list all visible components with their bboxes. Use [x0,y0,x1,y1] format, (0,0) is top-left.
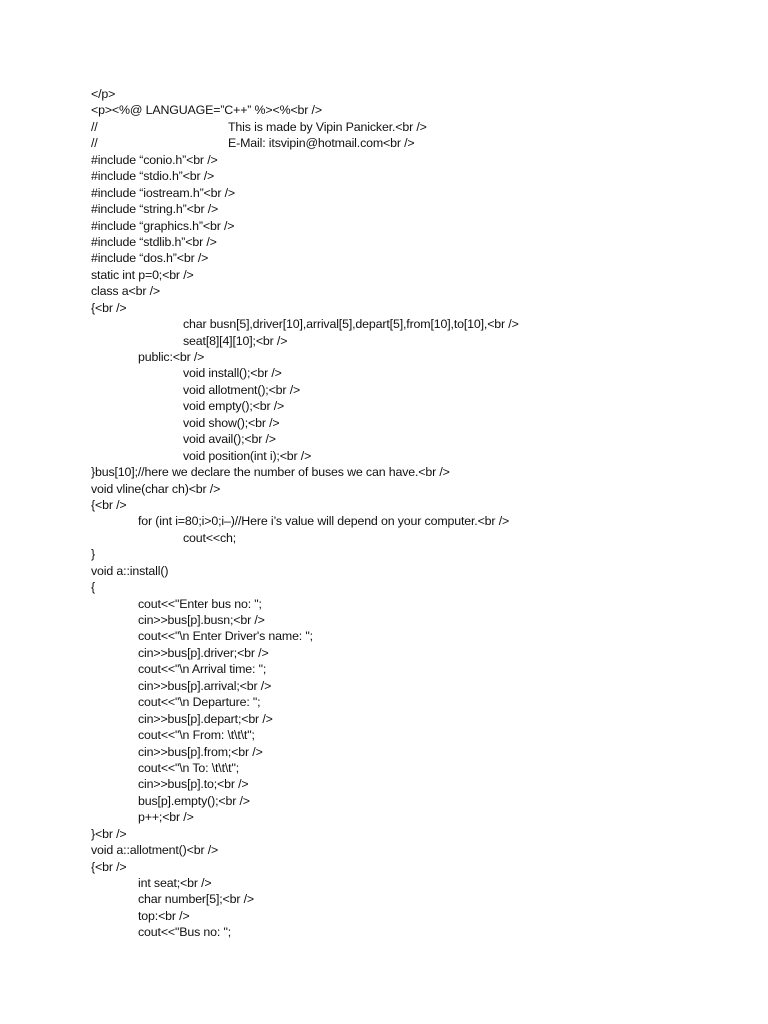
code-line [91,497,751,513]
code-line [91,661,751,677]
code-line-text: cout<<"\n Enter Driver's name: "; [138,629,313,644]
code-line [91,546,751,562]
code-line-text: void vline(char ch)<br /> [91,481,221,496]
code-line [91,300,751,316]
code-line [91,168,751,184]
code-line-text: // [91,119,98,134]
code-line-text: {<br /> [91,859,127,874]
code-line [91,678,751,694]
code-line-text: #include “string.h”<br /> [91,202,219,217]
code-line-text: #include “stdio.h”<br /> [91,169,215,184]
code-line [91,809,751,825]
code-line-text: void install();<br /> [183,366,282,381]
code-line-text: {<br /> [91,300,127,315]
code-line-text: }bus[10];//here we declare the number of buses we can have.<br /> [91,465,450,480]
code-line [91,744,751,760]
code-line [91,924,751,940]
code-line-text: cin>>bus[p].to;<br /> [138,777,249,792]
code-line-text: </p> [91,87,116,101]
code-line [91,596,751,612]
code-line-text: } [91,547,95,562]
code-line-text: void a::install() [91,563,169,578]
code-line-comment: E-Mail: itsvipin@hotmail.com<br /> [228,136,415,151]
code-line [91,316,751,332]
code-line-text: void avail();<br /> [183,432,276,447]
code-line [91,135,751,151]
code-line-text: #include “iostream.h”<br /> [91,185,236,200]
code-line-text: char number[5];<br /> [138,892,255,907]
code-line [91,579,751,595]
code-line-text: void a::allotment()<br /> [91,843,219,858]
code-line-text: top:<br /> [138,908,190,923]
code-line-text: cin>>bus[p].busn;<br /> [138,613,265,627]
code-line-text: static int p=0;<br /> [91,267,194,282]
code-line [91,283,751,299]
code-line [91,448,751,464]
code-line-text: void position(int i);<br /> [183,448,312,463]
code-line [91,102,751,118]
code-line-text: cin>>bus[p].from;<br /> [138,744,263,759]
code-line [91,481,751,497]
code-line [91,891,751,907]
code-line [91,152,751,168]
code-line [91,727,751,743]
code-line-text: char busn[5],driver[10],arrival[5],depart[5],from[10],to[10],<br /> [183,317,519,332]
code-line [91,349,751,365]
code-line [91,218,751,234]
code-line-text: <p><%@ LANGUAGE=”C++” %><%<br /> [91,103,322,118]
code-line-text: class a<br /> [91,284,160,299]
code-line-text: int seat;<br /> [138,876,212,890]
code-line [91,908,751,924]
code-line-text: cout<<"\n To: \t\t\t"; [138,760,240,775]
code-line-text: cout<<"\n Arrival time: "; [138,662,267,677]
code-line-text: {<br /> [91,497,127,512]
code-line [91,612,751,628]
code-line-text: cin>>bus[p].depart;<br /> [138,711,273,726]
code-line [91,628,751,644]
code-line [91,333,751,349]
code-line [91,201,751,217]
code-line [91,694,751,710]
code-line [91,250,751,266]
code-line [91,365,751,381]
code-line [91,267,751,283]
code-line [91,793,751,809]
code-line [91,875,751,891]
code-line-text: #include “conio.h”<br /> [91,152,218,167]
code-line-text: cout<<"Enter bus no: "; [138,596,262,611]
code-line [91,119,751,135]
code-line [91,185,751,201]
code-line [91,86,751,102]
code-line-text: cout<<"\n From: \t\t\t"; [138,728,255,743]
code-line [91,842,751,858]
code-line [91,415,751,431]
code-line [91,431,751,447]
code-line-text: { [91,580,95,595]
code-listing [91,86,751,941]
code-line [91,826,751,842]
code-line [91,563,751,579]
code-line-text: cout<<"Bus no: "; [138,925,232,940]
code-line [91,776,751,792]
code-line-text: #include “stdlib.h”<br /> [91,234,217,249]
code-line [91,711,751,727]
code-line-text: p++;<br /> [138,810,194,825]
code-line-text: seat[8][4][10];<br /> [183,333,288,348]
code-line-text: void show();<br /> [183,415,280,430]
code-line-text: // [91,136,98,151]
code-line-text: cout<<"\n Departure: "; [138,695,261,710]
code-line [91,382,751,398]
code-line [91,464,751,480]
code-line-text: void allotment();<br /> [183,382,301,397]
code-line-text: public:<br /> [138,350,205,364]
code-line [91,513,751,529]
code-line-text: void empty();<br /> [183,399,285,414]
code-line-text: }<br /> [91,826,127,841]
code-line [91,234,751,250]
code-line [91,645,751,661]
code-line-text: cin>>bus[p].arrival;<br /> [138,678,272,693]
code-line-text: cin>>bus[p].driver;<br /> [138,645,269,660]
code-line-text: #include “dos.h”<br /> [91,251,209,266]
code-line-text: for (int i=80;i>0;i–)//Here i’s value will depend on your computer.<br /> [138,514,510,529]
code-line [91,859,751,875]
code-line [91,530,751,546]
code-line [91,398,751,414]
code-line-comment: This is made by Vipin Panicker.<br /> [228,119,427,134]
code-line-text: cout<<ch; [183,530,237,545]
code-line-text: bus[p].empty();<br /> [138,793,250,808]
code-line-text: #include “graphics.h”<br /> [91,218,235,233]
code-line [91,760,751,776]
